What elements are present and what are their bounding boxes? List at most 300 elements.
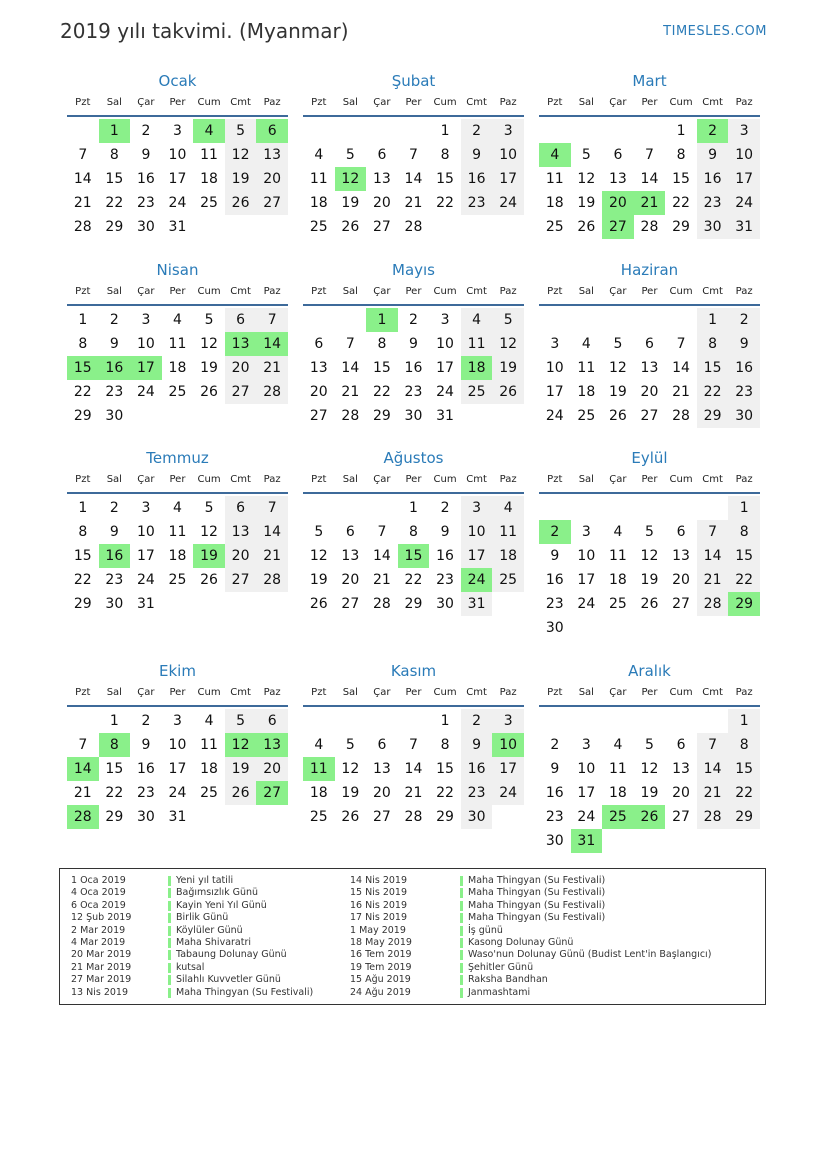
week-row (303, 380, 524, 404)
month-block (303, 660, 524, 829)
legend-color-marker (168, 876, 171, 886)
legend-date: 1 Oca 2019 (71, 875, 126, 886)
day-cell: 20 (225, 544, 257, 568)
day-cell: 14 (404, 171, 423, 187)
day-cell: 26 (577, 219, 596, 235)
empty-day-cell (335, 119, 367, 143)
legend-holiday-name: Yeni yıl tatili (176, 875, 234, 886)
legend-holiday-name: Maha Thingyan (Su Festivali) (176, 986, 314, 998)
day-cell: 17 (168, 171, 187, 187)
day-cell: 27 (372, 219, 391, 235)
legend-holiday-name: İş günü (468, 924, 503, 936)
day-cell: 22 (404, 572, 423, 588)
legend-date: 4 Mar 2019 (71, 936, 126, 948)
legend-color-marker (460, 988, 463, 998)
day-cell: 30 (404, 408, 423, 424)
day-cell: 21 (697, 568, 729, 592)
week-row (303, 191, 524, 215)
month-block (67, 70, 288, 239)
legend-row (350, 912, 760, 924)
day-cell: 20 (225, 356, 257, 380)
day-cell: 22 (728, 568, 760, 592)
week-row (67, 568, 288, 592)
day-cell: 9 (461, 143, 493, 167)
day-cell: 29 (404, 596, 423, 612)
weekday-label: Pzt (547, 97, 563, 108)
day-cell: 5 (581, 147, 591, 163)
legend-color-marker (168, 901, 171, 911)
day-cell: 21 (672, 384, 690, 400)
weekday-header (539, 95, 760, 117)
day-cell: 18 (492, 544, 524, 568)
holiday-day-cell: 28 (67, 805, 99, 829)
day-cell: 31 (728, 215, 760, 239)
week-row (67, 592, 288, 616)
weekday-header (539, 685, 760, 707)
legend-column-right (350, 875, 760, 999)
day-cell: 7 (409, 147, 418, 163)
weekday-header (303, 95, 524, 117)
empty-day-cell (697, 496, 729, 520)
week-row (67, 143, 288, 167)
day-cell: 17 (577, 785, 596, 801)
weekday-label: Sal (578, 286, 594, 297)
day-cell: 5 (314, 524, 324, 540)
empty-day-cell (303, 119, 335, 143)
day-cell: 2 (141, 123, 151, 139)
day-cell: 8 (440, 147, 450, 163)
weekday-label: Per (405, 474, 422, 485)
day-cell: 9 (461, 733, 493, 757)
legend-row (71, 912, 351, 924)
day-cell: 26 (341, 219, 360, 235)
day-cell: 8 (409, 524, 418, 540)
legend-color-marker (460, 963, 463, 973)
month-block (67, 447, 288, 616)
day-cell: 11 (492, 520, 524, 544)
day-cell: 6 (256, 709, 288, 733)
day-cell: 8 (697, 332, 729, 356)
legend-date: 21 Mar 2019 (71, 961, 132, 973)
legend-date: 6 Oca 2019 (71, 899, 126, 911)
day-cell: 15 (728, 544, 760, 568)
weekday-label: Per (405, 687, 422, 698)
legend-row (350, 974, 760, 986)
legend-date: 15 Nis 2019 (350, 887, 407, 899)
holiday-day-cell: 14 (67, 757, 99, 781)
weekday-label: Cum (433, 286, 457, 297)
day-cell: 23 (136, 195, 155, 211)
empty-day-cell (366, 496, 398, 520)
day-cell: 27 (672, 596, 690, 612)
month-block (539, 259, 760, 428)
day-cell: 25 (577, 408, 596, 424)
day-cell: 14 (256, 520, 288, 544)
week-row (539, 781, 760, 805)
empty-day-cell (461, 215, 493, 239)
weekday-label: Sal (578, 474, 594, 485)
day-cell: 24 (492, 191, 524, 215)
empty-day-cell (571, 616, 603, 640)
day-cell: 29 (728, 805, 760, 829)
legend-holiday-name: Maha Thingyan (Su Festivali) (468, 887, 606, 899)
day-cell: 25 (168, 384, 187, 400)
day-cell: 8 (78, 336, 88, 352)
holiday-day-cell: 15 (67, 356, 99, 380)
day-cell: 24 (436, 384, 454, 400)
day-cell: 10 (461, 520, 493, 544)
weekday-label: Paz (735, 474, 753, 485)
day-cell: 4 (314, 737, 324, 753)
legend-color-marker (168, 988, 171, 998)
legend-holiday-name: kutsal (176, 961, 205, 973)
empty-day-cell (256, 592, 288, 616)
day-cell: 19 (225, 167, 257, 191)
empty-day-cell (303, 709, 335, 733)
day-cell: 12 (608, 360, 627, 376)
legend-holiday-name: Kayin Yeni Yıl Günü (176, 899, 267, 911)
day-cell: 16 (136, 761, 155, 777)
day-cell: 2 (461, 709, 493, 733)
week-row (303, 356, 524, 380)
weekday-label: Paz (735, 286, 753, 297)
empty-day-cell (256, 805, 288, 829)
legend-date: 16 Tem 2019 (350, 949, 412, 961)
weekday-label: Çar (609, 97, 627, 108)
day-cell: 2 (440, 500, 450, 516)
day-cell: 18 (545, 195, 564, 211)
day-cell: 22 (105, 785, 124, 801)
weekday-label: Per (405, 286, 422, 297)
day-cell: 20 (372, 785, 391, 801)
day-cell: 6 (345, 524, 355, 540)
day-cell: 9 (550, 548, 560, 564)
weekday-label: Cmt (230, 97, 251, 108)
day-cell: 2 (728, 308, 760, 332)
weekday-header (303, 685, 524, 707)
month-name: Nisan (156, 261, 199, 279)
week-row (539, 215, 760, 239)
week-row (303, 167, 524, 191)
day-cell: 18 (608, 785, 627, 801)
week-row (67, 215, 288, 239)
day-cell: 26 (200, 384, 218, 400)
legend-row (350, 925, 760, 937)
day-cell: 11 (168, 524, 187, 540)
week-row (67, 544, 288, 568)
day-cell: 6 (225, 308, 257, 332)
day-cell: 20 (256, 757, 288, 781)
day-cell: 16 (436, 548, 454, 564)
week-row (539, 616, 760, 640)
day-cell: 4 (492, 496, 524, 520)
day-cell: 16 (545, 572, 564, 588)
weekday-label: Cum (197, 286, 221, 297)
empty-day-cell (67, 709, 99, 733)
day-cell: 23 (436, 572, 454, 588)
day-cell: 31 (136, 596, 155, 612)
week-row (539, 733, 760, 757)
day-cell: 14 (372, 548, 391, 564)
legend-date: 20 Mar 2019 (71, 949, 132, 961)
day-cell: 29 (73, 596, 92, 612)
day-cell: 17 (168, 761, 187, 777)
day-cell: 26 (492, 380, 524, 404)
day-cell: 22 (672, 195, 690, 211)
day-cell: 18 (608, 572, 627, 588)
weekday-header (67, 95, 288, 117)
empty-day-cell (366, 709, 398, 733)
day-cell: 9 (141, 737, 151, 753)
day-cell: 9 (550, 761, 560, 777)
weekday-label: Pzt (311, 474, 327, 485)
empty-day-cell (335, 308, 367, 332)
legend-row (71, 987, 351, 999)
weekday-label: Paz (263, 474, 281, 485)
day-cell: 10 (436, 336, 454, 352)
weekday-label: Sal (342, 286, 358, 297)
day-cell: 14 (341, 360, 360, 376)
weekday-label: Per (641, 97, 658, 108)
empty-day-cell (665, 496, 697, 520)
weekday-label: Cmt (230, 687, 251, 698)
day-cell: 24 (136, 384, 155, 400)
day-cell: 6 (676, 524, 686, 540)
day-cell: 15 (436, 171, 454, 187)
day-cell: 23 (545, 596, 564, 612)
week-row (539, 380, 760, 404)
day-cell: 13 (672, 548, 690, 564)
day-cell: 1 (728, 709, 760, 733)
day-cell: 24 (545, 408, 564, 424)
day-cell: 12 (640, 548, 659, 564)
weekday-label: Cmt (466, 97, 487, 108)
legend-holiday-name: Silahlı Kuvvetler Günü (176, 974, 281, 986)
week-row (539, 167, 760, 191)
day-cell: 11 (577, 360, 596, 376)
day-cell: 13 (672, 761, 690, 777)
empty-day-cell (665, 709, 697, 733)
week-row (67, 167, 288, 191)
weekday-label: Cum (669, 474, 693, 485)
day-cell: 27 (640, 408, 659, 424)
empty-day-cell (665, 616, 697, 640)
week-row (303, 520, 524, 544)
legend-color-marker (168, 913, 171, 923)
day-cell: 28 (697, 805, 729, 829)
legend-row (71, 962, 351, 974)
day-cell: 13 (372, 171, 391, 187)
day-cell: 26 (640, 596, 659, 612)
month-block (539, 660, 760, 853)
day-cell: 25 (461, 380, 493, 404)
weekday-label: Cum (669, 286, 693, 297)
weekday-label: Çar (137, 286, 155, 297)
day-cell: 20 (640, 384, 659, 400)
day-cell: 4 (314, 147, 324, 163)
day-cell: 10 (577, 761, 596, 777)
month-name: Mart (632, 72, 667, 90)
month-name: Eylül (631, 449, 668, 467)
holiday-day-cell: 10 (492, 733, 524, 757)
day-cell: 22 (436, 785, 454, 801)
weekday-label: Paz (499, 97, 517, 108)
day-cell: 23 (728, 380, 760, 404)
week-row (539, 332, 760, 356)
holiday-legend (59, 868, 766, 1005)
day-cell: 7 (78, 147, 88, 163)
empty-day-cell (697, 829, 729, 853)
empty-day-cell (571, 308, 603, 332)
day-cell: 21 (404, 785, 423, 801)
weekday-label: Cmt (702, 687, 723, 698)
day-cell: 2 (109, 500, 119, 516)
legend-holiday-name: Raksha Bandhan (468, 974, 548, 986)
weekday-label: Çar (373, 687, 391, 698)
day-cell: 13 (372, 761, 391, 777)
day-cell: 31 (168, 809, 187, 825)
day-cell: 28 (256, 568, 288, 592)
empty-day-cell (634, 119, 666, 143)
day-cell: 7 (697, 520, 729, 544)
holiday-day-cell: 13 (225, 332, 257, 356)
day-cell: 6 (314, 336, 324, 352)
week-row (303, 215, 524, 239)
legend-date: 14 Nis 2019 (350, 875, 407, 886)
day-cell: 8 (728, 733, 760, 757)
day-cell: 26 (341, 809, 360, 825)
day-cell: 21 (404, 195, 423, 211)
day-cell: 12 (577, 171, 596, 187)
week-row (303, 143, 524, 167)
month-name: Mayıs (392, 261, 435, 279)
legend-holiday-name: Köylüler Günü (176, 924, 243, 936)
empty-day-cell (539, 308, 571, 332)
legend-date: 13 Nis 2019 (71, 986, 128, 998)
brand-link[interactable]: TIMESLES.COM (663, 24, 767, 39)
day-cell: 20 (309, 384, 328, 400)
day-cell: 13 (256, 143, 288, 167)
legend-holiday-name: Birlik Günü (176, 912, 229, 924)
day-cell: 3 (492, 709, 524, 733)
legend-holiday-name: Janmashtami (468, 986, 531, 998)
weekday-label: Per (641, 687, 658, 698)
month-name: Şubat (391, 72, 436, 90)
day-cell: 17 (492, 757, 524, 781)
day-cell: 10 (136, 524, 155, 540)
weekday-label: Pzt (75, 97, 91, 108)
legend-row (350, 949, 760, 961)
day-cell: 18 (168, 548, 187, 564)
weekday-header (67, 284, 288, 306)
week-row (67, 733, 288, 757)
weekday-label: Çar (137, 687, 155, 698)
day-cell: 10 (728, 143, 760, 167)
week-row (303, 757, 524, 781)
day-cell: 12 (640, 761, 659, 777)
weekday-header (67, 685, 288, 707)
empty-day-cell (697, 709, 729, 733)
month-block (303, 447, 524, 616)
empty-day-cell (602, 829, 634, 853)
empty-day-cell (130, 404, 162, 428)
day-cell: 1 (409, 500, 418, 516)
week-row (539, 143, 760, 167)
legend-row (71, 887, 351, 899)
day-cell: 2 (409, 312, 418, 328)
day-cell: 13 (640, 360, 659, 376)
legend-row (71, 875, 351, 887)
week-row (539, 709, 760, 733)
day-cell: 24 (168, 785, 187, 801)
holiday-day-cell: 12 (335, 167, 367, 191)
day-cell: 13 (309, 360, 328, 376)
day-cell: 22 (697, 380, 729, 404)
empty-day-cell (634, 308, 666, 332)
day-cell: 7 (345, 336, 355, 352)
day-cell: 3 (173, 713, 182, 729)
legend-date: 15 Ağu 2019 (350, 974, 411, 986)
weekday-label: Çar (137, 474, 155, 485)
day-cell: 19 (309, 572, 328, 588)
holiday-day-cell: 1 (366, 308, 398, 332)
day-cell: 16 (461, 757, 493, 781)
day-cell: 18 (309, 785, 328, 801)
day-cell: 22 (73, 572, 92, 588)
week-row (67, 805, 288, 829)
day-cell: 4 (613, 737, 623, 753)
week-row (303, 781, 524, 805)
day-cell: 29 (436, 809, 454, 825)
week-row (67, 356, 288, 380)
week-row (67, 781, 288, 805)
week-row (539, 520, 760, 544)
day-cell: 28 (341, 408, 360, 424)
day-cell: 11 (168, 336, 187, 352)
day-cell: 1 (78, 312, 88, 328)
day-cell: 21 (73, 785, 92, 801)
day-cell: 1 (78, 500, 88, 516)
day-cell: 15 (728, 757, 760, 781)
weekday-label: Cmt (702, 97, 723, 108)
month-block (539, 70, 760, 239)
day-cell: 5 (345, 737, 355, 753)
weekday-label: Per (169, 687, 186, 698)
day-cell: 20 (672, 572, 690, 588)
legend-date: 2 Mar 2019 (71, 924, 126, 936)
day-cell: 12 (492, 332, 524, 356)
weekday-label: Pzt (311, 286, 327, 297)
day-cell: 28 (672, 408, 690, 424)
empty-day-cell (728, 616, 760, 640)
day-cell: 21 (73, 195, 92, 211)
day-cell: 26 (309, 596, 328, 612)
weekday-label: Sal (342, 474, 358, 485)
weekday-label: Çar (373, 97, 391, 108)
day-cell: 14 (672, 360, 690, 376)
week-row (539, 568, 760, 592)
holiday-day-cell: 16 (99, 544, 131, 568)
empty-day-cell (602, 308, 634, 332)
empty-day-cell (398, 709, 430, 733)
week-row (67, 404, 288, 428)
day-cell: 28 (404, 809, 423, 825)
day-cell: 2 (141, 713, 151, 729)
day-cell: 25 (545, 219, 564, 235)
week-row (303, 544, 524, 568)
day-cell: 9 (440, 524, 450, 540)
weekday-label: Pzt (547, 687, 563, 698)
